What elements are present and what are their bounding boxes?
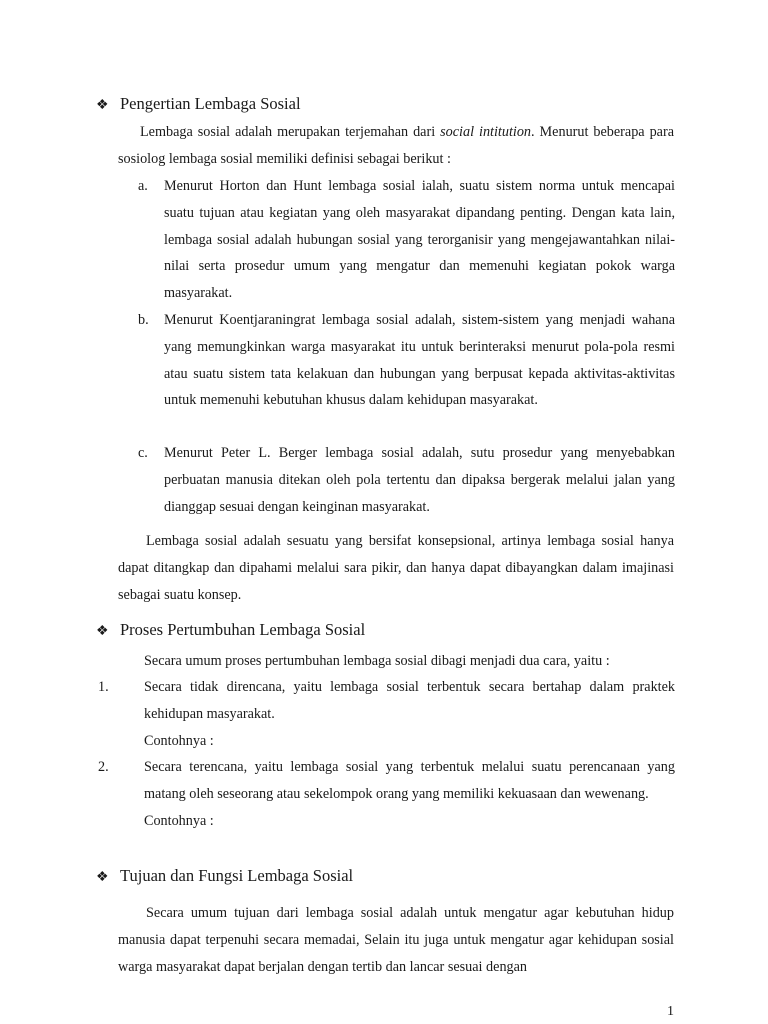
tujuan-paragraph: [118, 900, 674, 980]
definition-item-c: [138, 440, 675, 520]
section-heading-tujuan: [96, 866, 353, 886]
list-item-text: Menurut Koentjaraningrat lembaga sosial adalah, sistem-sistem yang menjadi wahana yang memungkinkan warga masyarakat itu untuk berinteraksi menurut pola-pola resmi atau suatu sistem tata kelakuan dan hubungan yang berpusat kepada aktivitas-aktivitas untuk memenuhi kebutuhan khusus dalam kehidupan masyarakat.: [164, 312, 675, 409]
section-title: Pengertian Lembaga Sosial: [120, 94, 301, 113]
diamond-bullet-icon: ❖: [96, 624, 109, 639]
intro-text: Lembaga sosial adalah merupakan terjemahan dari: [140, 124, 441, 140]
list-item-text: Secara terencana, yaitu lembaga sosial yang terbentuk melalui suatu perencanaan yang matang oleh seseorang atau sekelompok orang yang memiliki kekuasaan dan wewenang.: [144, 759, 675, 802]
section-heading-proses: [96, 620, 365, 640]
list-item-text: Menurut Horton dan Hunt lembaga sosial ialah, suatu sistem norma untuk mencapai suatu tujuan atau kegiatan yang oleh masyarakat dipandang penting. Dengan kata lain, lembaga sosial adalah hubungan sosial yang terorganisir yang mengejawantahkan nilai-nilai serta prosedur umum yang mengatur dan memenuhi kegiatan pokok warga masyarakat.: [164, 178, 675, 302]
example-label: Contohnya :: [144, 732, 214, 749]
section-title: Tujuan dan Fungsi Lembaga Sosial: [120, 866, 354, 885]
tujuan-text: Secara umum tujuan dari lembaga sosial adalah untuk mengatur agar kebutuhan hidup manusia dapat terpenuhi secara memadai, Selain itu juga untuk mengatur agar kehidupan sosial warga masyarakat dapat berjalan dengan tertib dan lancar sesuai dengan: [118, 905, 674, 975]
proses-item-1: [98, 674, 675, 754]
definition-item-a: [138, 173, 675, 307]
diamond-bullet-icon: ❖: [96, 870, 109, 885]
section-heading-pengertian: [96, 94, 301, 114]
diamond-bullet-icon: ❖: [96, 98, 109, 113]
list-marker: b.: [138, 312, 149, 328]
list-marker: c.: [138, 445, 148, 461]
list-item-text: Menurut Peter L. Berger lembaga sosial adalah, sutu prosedur yang menyebabkan perbuatan manusia ditekan oleh pola tertentu dan dipaksa bergerak melalui jalan yang dianggap sesuai dengan keinginan masyarakat.: [164, 445, 675, 515]
list-marker: a.: [138, 178, 148, 194]
list-item-text: Secara tidak direncana, yaitu lembaga sosial terbentuk secara bertahap dalam praktek kehidupan masyarakat.: [144, 679, 675, 722]
list-marker: 1.: [98, 679, 109, 695]
intro-italic-term: social intitution: [440, 124, 532, 140]
list-marker: 2.: [98, 759, 109, 775]
closing-text: Lembaga sosial adalah sesuatu yang bersifat konsepsional, artinya lembaga sosial hanya dapat ditangkap dan dipahami melalui sara pikir, dan hanya dapat dibayangkan dalam imajinasi sebagai suatu konsep.: [118, 533, 674, 603]
page-number: 1: [667, 1004, 674, 1019]
example-label: Contohnya :: [144, 812, 214, 829]
proses-intro: Secara umum proses pertumbuhan lembaga sosial dibagi menjadi dua cara, yaitu :: [144, 653, 610, 669]
intro-text-end: . Menurut beberapa para sosiolog lembaga sosial memiliki definisi sebagai berikut :: [118, 124, 674, 167]
closing-paragraph: [118, 528, 674, 608]
definition-item-b: [138, 307, 675, 414]
intro-paragraph: [118, 119, 674, 173]
proses-item-2: [98, 754, 675, 834]
section-title: Proses Pertumbuhan Lembaga Sosial: [120, 620, 366, 639]
